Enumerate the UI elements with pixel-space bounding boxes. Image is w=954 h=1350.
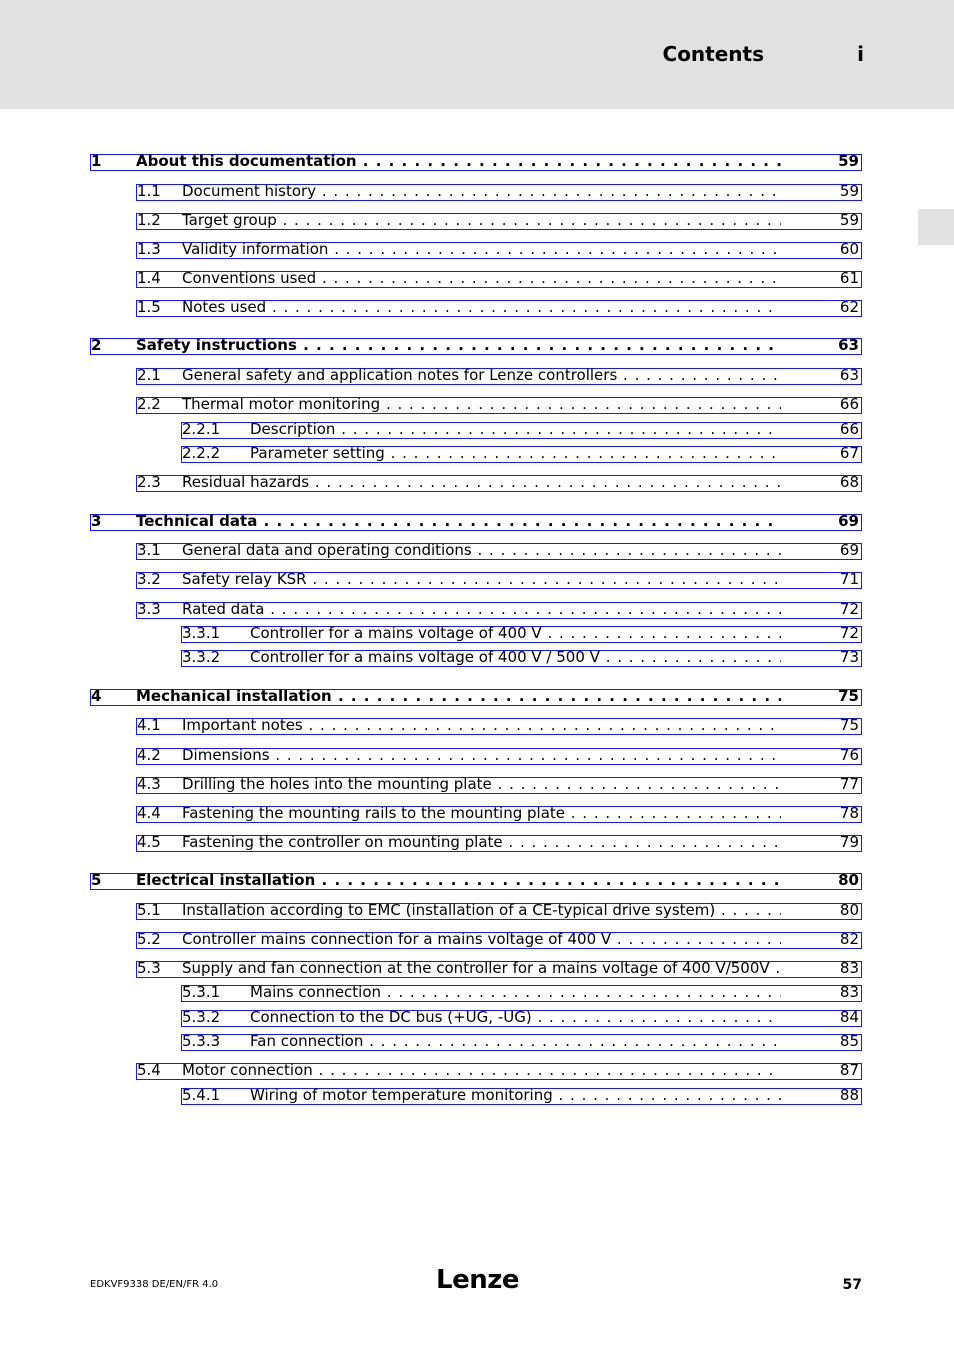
- toc-entry-page: 76: [839, 746, 859, 764]
- toc-entry[interactable]: [90, 338, 862, 355]
- toc-entry-title: Fan connection . . .: [250, 1033, 781, 1050]
- toc-entry[interactable]: [181, 446, 862, 463]
- toc-entry-title: Rated data . . .: [182, 601, 781, 618]
- toc-entry[interactable]: [181, 626, 862, 643]
- toc-entry[interactable]: [136, 368, 862, 385]
- toc-entry-page: 67: [839, 444, 859, 462]
- toc-entry-page: 62: [839, 298, 859, 316]
- toc-entry-page: 66: [839, 420, 859, 438]
- toc-entry-number: 2.2: [137, 395, 161, 413]
- toc-entry-number: 5.2: [137, 930, 161, 948]
- toc-entry[interactable]: [90, 873, 862, 890]
- toc-entry[interactable]: [136, 543, 862, 560]
- document-code: EDKVF9338 DE/EN/FR 4.0: [90, 1279, 219, 1290]
- toc-entry-title: Controller mains connection for a mains voltage of 400 V . . .: [182, 931, 781, 948]
- toc-entry-title: Conventions used . . .: [182, 270, 781, 287]
- toc-entry-page: 85: [839, 1032, 859, 1050]
- toc-entry[interactable]: [90, 689, 862, 706]
- toc-entry[interactable]: [136, 1063, 862, 1080]
- toc-entry-title: About this documentation . . .: [136, 153, 781, 170]
- toc-entry-page: 75: [838, 687, 859, 705]
- toc-entry[interactable]: [136, 300, 862, 317]
- toc-entry-number: 4.3: [137, 775, 161, 793]
- toc-entry-number: 1.1: [137, 182, 161, 200]
- toc-entry[interactable]: [136, 806, 862, 823]
- toc-entry-number: 5: [91, 871, 102, 889]
- toc-entry-number: 2.1: [137, 366, 161, 384]
- toc-entry-title: Important notes . . .: [182, 717, 781, 734]
- toc-entry[interactable]: [136, 475, 862, 492]
- toc-entry-number: 2.2.2: [182, 444, 221, 462]
- toc-entry[interactable]: [136, 213, 862, 230]
- toc-entry-page: 73: [839, 648, 859, 666]
- toc-entry-page: 59: [838, 152, 859, 170]
- toc-entry-title: Description . . .: [250, 421, 781, 438]
- toc-entry-page: 84: [839, 1008, 859, 1026]
- toc-entry[interactable]: [181, 650, 862, 667]
- toc-entry[interactable]: [136, 748, 862, 765]
- toc-entry-title: Supply and fan connection at the controller for a mains voltage of 400 V/500V . . .: [182, 960, 781, 977]
- toc-entry-title: Target group . . .: [182, 212, 781, 229]
- toc-entry-number: 1.2: [137, 211, 161, 229]
- toc-entry[interactable]: [90, 154, 862, 171]
- toc-entry-title: Safety instructions . . .: [136, 337, 781, 354]
- toc-entry-number: 5.3.1: [182, 983, 221, 1001]
- toc-entry-number: 3.1: [137, 541, 161, 559]
- toc-entry-title: Validity information . . .: [182, 241, 781, 258]
- toc-entry-page: 82: [839, 930, 859, 948]
- toc-entry-title: Electrical installation . . .: [136, 872, 781, 889]
- toc-entry-title: Document history . . .: [182, 183, 781, 200]
- toc-entry-page: 88: [839, 1086, 859, 1104]
- toc-entry-title: Drilling the holes into the mounting plate . . .: [182, 776, 781, 793]
- toc-entry-page: 83: [839, 959, 859, 977]
- toc-entry-page: 83: [839, 983, 859, 1001]
- toc-entry-page: 78: [839, 804, 859, 822]
- toc-entry[interactable]: [136, 572, 862, 589]
- toc-entry[interactable]: [181, 1034, 862, 1051]
- toc-entry-title: Mains connection . . .: [250, 984, 781, 1001]
- toc-entry-title: General safety and application notes for Lenze controllers . . .: [182, 367, 781, 384]
- toc-entry-number: 4.4: [137, 804, 161, 822]
- toc-entry-number: 1: [91, 152, 102, 170]
- section-marker: i: [857, 42, 864, 66]
- toc-entry-number: 5.3: [137, 959, 161, 977]
- toc-entry[interactable]: [90, 514, 862, 531]
- toc-entry-page: 59: [839, 211, 859, 229]
- page-number: 57: [842, 1277, 862, 1293]
- toc-entry[interactable]: [136, 397, 862, 414]
- toc-entry[interactable]: [181, 985, 862, 1002]
- toc-entry-number: 4.1: [137, 716, 161, 734]
- toc-entry-number: 5.3.2: [182, 1008, 221, 1026]
- toc-entry-number: 4.5: [137, 833, 161, 851]
- toc-entry[interactable]: [136, 777, 862, 794]
- toc-entry-number: 3.2: [137, 570, 161, 588]
- toc-entry-page: 75: [839, 716, 859, 734]
- toc-entry-page: 63: [839, 366, 859, 384]
- toc-entry-page: 79: [839, 833, 859, 851]
- toc-entry-title: Notes used . . .: [182, 299, 781, 316]
- toc-entry-number: 5.1: [137, 901, 161, 919]
- toc-entry[interactable]: [136, 903, 862, 920]
- toc-entry-page: 69: [838, 512, 859, 530]
- toc-entry-page: 80: [839, 901, 859, 919]
- toc-entry[interactable]: [181, 1010, 862, 1027]
- toc-entry-page: 87: [839, 1061, 859, 1079]
- toc-entry-title: Controller for a mains voltage of 400 V . . .: [250, 625, 781, 642]
- toc-entry-number: 2.2.1: [182, 420, 221, 438]
- toc-entry-number: 5.4: [137, 1061, 161, 1079]
- toc-entry-title: Safety relay KSR . . .: [182, 571, 781, 588]
- toc-entry-number: 5.4.1: [182, 1086, 221, 1104]
- toc-entry-page: 63: [838, 336, 859, 354]
- toc-entry-number: 2: [91, 336, 102, 354]
- toc-entry-page: 66: [839, 395, 859, 413]
- toc-entry[interactable]: [136, 961, 862, 978]
- toc-entry-number: 2.3: [137, 473, 161, 491]
- toc-entry-page: 59: [839, 182, 859, 200]
- toc-entry-page: 71: [839, 570, 859, 588]
- toc-entry-page: 61: [839, 269, 859, 287]
- toc-entry[interactable]: [136, 835, 862, 852]
- toc-entry-page: 80: [838, 871, 859, 889]
- toc-entry[interactable]: [181, 1088, 862, 1105]
- toc-entry-number: 4.2: [137, 746, 161, 764]
- toc-entry-title: Technical data . . .: [136, 513, 781, 530]
- toc-entry-page: 69: [839, 541, 859, 559]
- toc-entry[interactable]: [181, 422, 862, 439]
- toc-entry[interactable]: [136, 602, 862, 619]
- toc-entry-number: 1.4: [137, 269, 161, 287]
- toc-entry-title: General data and operating conditions . . .: [182, 542, 781, 559]
- toc-entry[interactable]: [136, 271, 862, 288]
- toc-entry-title: Installation according to EMC (installation of a CE-typical drive system) . . .: [182, 902, 781, 919]
- toc-entry-number: 3: [91, 512, 102, 530]
- toc-entry[interactable]: [136, 242, 862, 259]
- toc-entry-title: Fastening the controller on mounting plate . . .: [182, 834, 781, 851]
- toc-entry-title: Motor connection . . .: [182, 1062, 781, 1079]
- toc-entry-number: 3.3: [137, 600, 161, 618]
- toc-entry-title: Controller for a mains voltage of 400 V / 500 V . . .: [250, 649, 781, 666]
- toc-entry[interactable]: [136, 184, 862, 201]
- toc-entry-page: 77: [839, 775, 859, 793]
- toc-entry[interactable]: [136, 932, 862, 949]
- toc-entry-number: 1.3: [137, 240, 161, 258]
- toc-entry-number: 3.3.1: [182, 624, 221, 642]
- toc-entry-page: 72: [839, 600, 859, 618]
- toc-entry-number: 3.3.2: [182, 648, 221, 666]
- toc-entry-number: 1.5: [137, 298, 161, 316]
- toc-entry-page: 60: [839, 240, 859, 258]
- page-title: Contents: [662, 42, 764, 66]
- toc-entry-title: Mechanical installation . . .: [136, 688, 781, 705]
- toc-entry-number: 5.3.3: [182, 1032, 221, 1050]
- toc-entry-title: Residual hazards . . .: [182, 474, 781, 491]
- toc-entry-title: Dimensions . . .: [182, 747, 781, 764]
- toc-entry-title: Connection to the DC bus (+UG, -UG) . . .: [250, 1009, 781, 1026]
- toc-entry[interactable]: [136, 718, 862, 735]
- toc-entry-title: Parameter setting . . .: [250, 445, 781, 462]
- toc-entry-number: 4: [91, 687, 102, 705]
- toc-entry-page: 72: [839, 624, 859, 642]
- toc-entry-title: Wiring of motor temperature monitoring . . .: [250, 1087, 781, 1104]
- toc-entry-title: Thermal motor monitoring . . .: [182, 396, 781, 413]
- lenze-logo: Lenze: [436, 1265, 519, 1295]
- toc-entry-page: 68: [839, 473, 859, 491]
- toc-entry-title: Fastening the mounting rails to the mounting plate . . .: [182, 805, 781, 822]
